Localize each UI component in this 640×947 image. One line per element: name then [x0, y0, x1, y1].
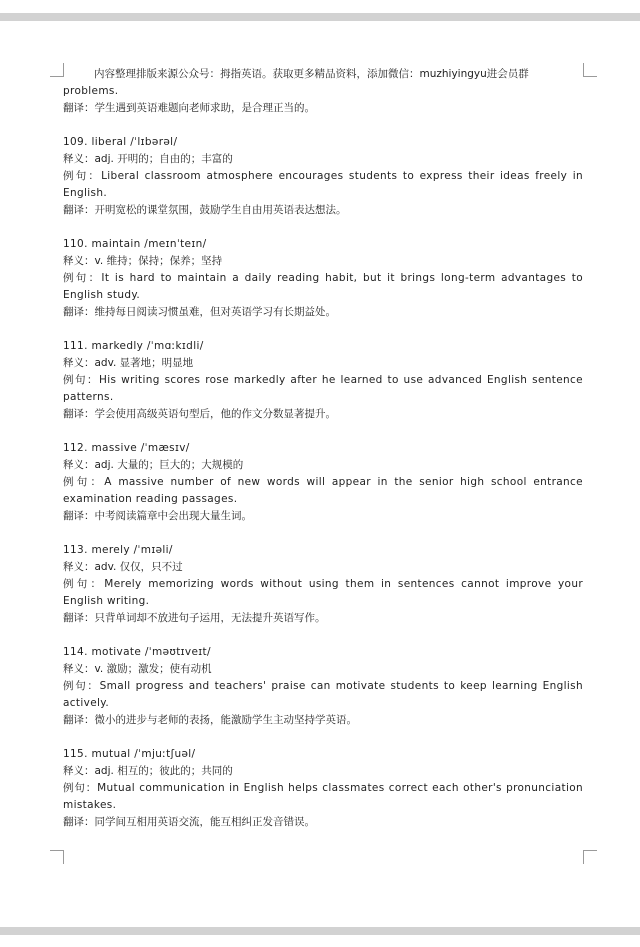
intro-continuation: problems. [63, 85, 119, 97]
translation: 翻译：微小的进步与老师的表扬，能激励学生主动坚持学英语。 [63, 714, 357, 726]
vocab-entry-massive [63, 440, 583, 525]
meaning: 释义：v. 维持；保持；保养；坚持 [63, 255, 223, 267]
translation: 翻译：只背单词却不放进句子运用，无法提升英语写作。 [63, 612, 326, 624]
translation: 翻译：学会使用高级英语句型后，他的作文分数显著提升。 [63, 408, 336, 420]
translation: 翻译：同学间互相用英语交流，能互相纠正发音错误。 [63, 816, 315, 828]
example-sentence: 例句：Small progress and teachers' praise can motivate students to keep learning English actively. [63, 680, 583, 709]
top-left-margin-mark [50, 63, 64, 77]
example-sentence: 例句：His writing scores rose markedly after he learned to use advanced English sentence patterns. [63, 374, 583, 403]
bottom-gray-band [0, 927, 640, 935]
meaning: 释义：adv. 仅仅，只不过 [63, 561, 183, 573]
example-sentence: 例句：Mutual communication in English helps classmates correct each other's pronunciation mistakes. [63, 782, 583, 811]
headword: 112. massive /ˈmæsɪv/ [63, 442, 190, 454]
headword: 113. merely /ˈmɪəli/ [63, 544, 173, 556]
example-sentence: 例句：A massive number of new words will appear in the senior high school entrance examination reading passages. [63, 476, 583, 505]
example-sentence: 例句：Liberal classroom atmosphere encourages students to express their ideas freely in English. [63, 170, 583, 199]
vocab-entry-liberal [63, 134, 583, 219]
translation: 翻译：中考阅读篇章中会出现大量生词。 [63, 510, 252, 522]
translation: 翻译：维持每日阅读习惯虽难，但对英语学习有长期益处。 [63, 306, 336, 318]
intro-line: 内容整理排版来源公众号：拇指英语。获取更多精品资料，添加微信：muzhiyingyu进会员群 [94, 68, 529, 80]
intro-translation: 翻译：学生遇到英语难题向老师求助，是合理正当的。 [63, 102, 315, 114]
vocab-entry-merely [63, 542, 583, 627]
translation: 翻译：开明宽松的课堂氛围，鼓励学生自由用英语表达想法。 [63, 204, 347, 216]
headword: 110. maintain /meɪnˈteɪn/ [63, 238, 207, 250]
headword: 114. motivate /ˈməʊtɪveɪt/ [63, 646, 211, 658]
vocab-entry-motivate [63, 644, 583, 729]
bottom-right-margin-mark [583, 850, 597, 864]
example-sentence: 例句：Merely memorizing words without using them in sentences cannot improve your English writing. [63, 578, 583, 607]
top-gray-band [0, 13, 640, 21]
vocab-entry-mutual [63, 746, 583, 831]
meaning: 释义：adj. 相互的；彼此的；共同的 [63, 765, 233, 777]
bottom-left-margin-mark [50, 850, 64, 864]
meaning: 释义：v. 激励；激发；使有动机 [63, 663, 212, 675]
meaning: 释义：adj. 大量的；巨大的；大规模的 [63, 459, 244, 471]
headword: 111. markedly /ˈmɑːkɪdli/ [63, 340, 204, 352]
document-body [63, 66, 583, 831]
headword: 109. liberal /ˈlɪbərəl/ [63, 136, 178, 148]
vocab-entry-maintain [63, 236, 583, 321]
example-sentence: 例句：It is hard to maintain a daily reading habit, but it brings long-term advantages to English study. [63, 272, 583, 301]
headword: 115. mutual /ˈmjuːtʃuəl/ [63, 748, 196, 760]
meaning: 释义：adj. 开明的；自由的；丰富的 [63, 153, 233, 165]
top-right-margin-mark [583, 63, 597, 77]
vocab-entry-markedly [63, 338, 583, 423]
meaning: 释义：adv. 显著地；明显地 [63, 357, 194, 369]
